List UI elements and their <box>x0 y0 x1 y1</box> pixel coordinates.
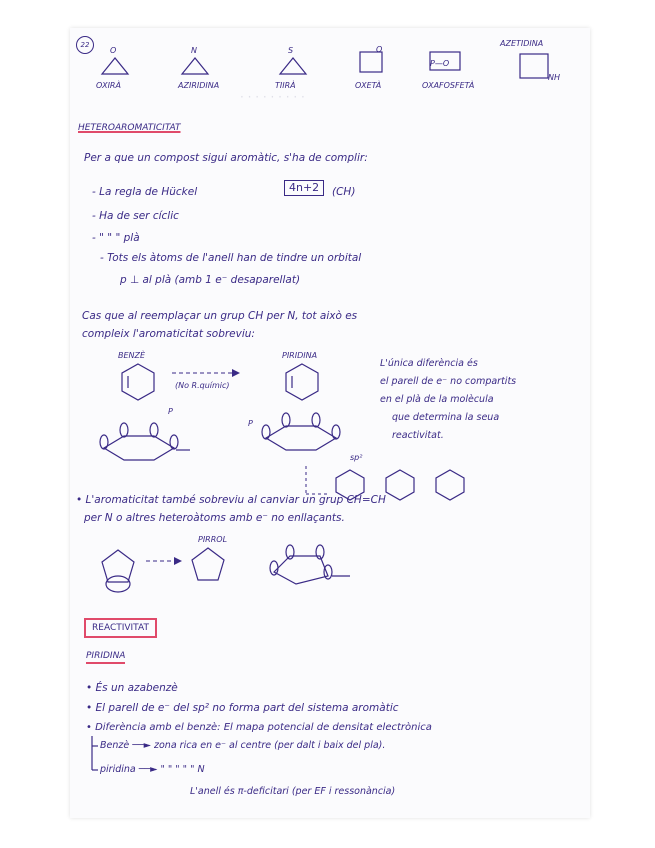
pirrol-orbital-diagram <box>266 542 356 592</box>
oxafosfeta-label: OXAFOSFETÀ <box>422 81 475 90</box>
bullet-azabenze: • És un azabenzè <box>86 682 178 694</box>
p-label-piridina: P <box>248 419 253 428</box>
pirrol-label: PIRROL <box>198 535 228 544</box>
sp2-label: sp² <box>350 453 363 462</box>
pirrol-structure <box>190 546 230 590</box>
notebook-page <box>70 28 590 818</box>
bleed-through-text: · · · · · · · · · <box>240 90 305 104</box>
azetidina-atom: NH <box>548 73 560 82</box>
bullet-sp2-pair: • El parell de e⁻ del sp² no forma part del sistema aromàtic <box>86 702 399 714</box>
aziridina-atom: N <box>191 46 197 55</box>
cyclopentadiene-structure <box>100 548 140 592</box>
difference-line-4: que determina la seua <box>392 412 500 423</box>
aziridina-label: AZIRIDINA <box>178 81 220 90</box>
tiira-label: TIIRÀ <box>275 81 296 90</box>
final-note: L'anell és π-deficitari (per EF i ressonància) <box>190 786 396 797</box>
tiira-atom: S <box>288 46 294 55</box>
oxira-label: OXIRÀ <box>96 81 121 90</box>
dashed-arrow-pyrrole <box>144 556 184 566</box>
oxira-atom: O <box>110 46 117 55</box>
section-heading-reactivitat: REACTIVITAT <box>84 618 157 638</box>
rule-cyclic: - Ha de ser cíclic <box>92 210 179 222</box>
p-label-benzene: P <box>168 407 173 416</box>
azetidina-label: AZETIDINA <box>500 39 544 48</box>
benzene-orbital-diagram <box>94 418 194 468</box>
bullet-difference: • Diferència amb el benzè: El mapa potencial de densitat electrònica <box>86 722 432 733</box>
piridina-structure <box>284 362 320 402</box>
difference-line-5: reactivitat. <box>392 430 444 441</box>
pyrrole-sentence-2: per N o altres heteroàtoms amb e⁻ no enllaçants. <box>84 512 345 524</box>
rule-orbital: - Tots els àtoms de l'anell han de tindre un orbital <box>100 252 362 264</box>
huckel-suffix: (CH) <box>332 186 356 198</box>
branch-bracket <box>88 736 100 776</box>
arrow-note: (No R.químic) <box>175 381 230 390</box>
branch-benzene: Benzè ──► zona rica en e⁻ al centre (per dalt i baix del pla). <box>100 740 386 751</box>
page-number: 22 <box>76 36 94 54</box>
benzene-label: BENZÈ <box>118 351 146 360</box>
substitution-text-2: compleix l'aromaticitat sobreviu: <box>82 328 255 340</box>
rule-huckel: - La regla de Hückel <box>92 186 198 198</box>
rule-orbital-cont: p ⊥ al plà (amb 1 e⁻ desaparellat) <box>120 274 301 286</box>
rule-planar: - " " " plà <box>92 232 140 244</box>
section-heading-heteroaromaticitat: HETEROAROMATICITAT <box>78 123 181 133</box>
difference-line-3: en el plà de la molècula <box>380 394 494 405</box>
intro-text: Per a que un compost sigui aromàtic, s'ha de complir: <box>84 152 368 164</box>
benzene-structure <box>120 362 156 402</box>
dashed-arrow <box>170 368 240 378</box>
pyrrole-sentence-1: • L'aromaticitat també sobreviu al canviar un grup CH=CH <box>76 494 386 506</box>
piridina-label: PIRIDINA <box>282 351 318 360</box>
difference-line-2: el parell de e⁻ no compartits <box>380 376 517 387</box>
subheading-piridina: PIRIDINA <box>86 650 125 664</box>
oxeta-atom: O <box>376 45 383 54</box>
oxafosfeta-atom: P—O <box>430 59 450 68</box>
huckel-formula-box: 4n+2 <box>284 180 324 196</box>
difference-line-1: L'única diferència és <box>380 358 478 369</box>
oxeta-label: OXETÀ <box>355 81 382 90</box>
piridina-orbital-diagram <box>256 408 356 458</box>
substitution-text-1: Cas que al reemplaçar un grup CH per N, tot això es <box>82 310 358 322</box>
branch-piridina: piridina ──► " " " " " N <box>100 764 205 775</box>
